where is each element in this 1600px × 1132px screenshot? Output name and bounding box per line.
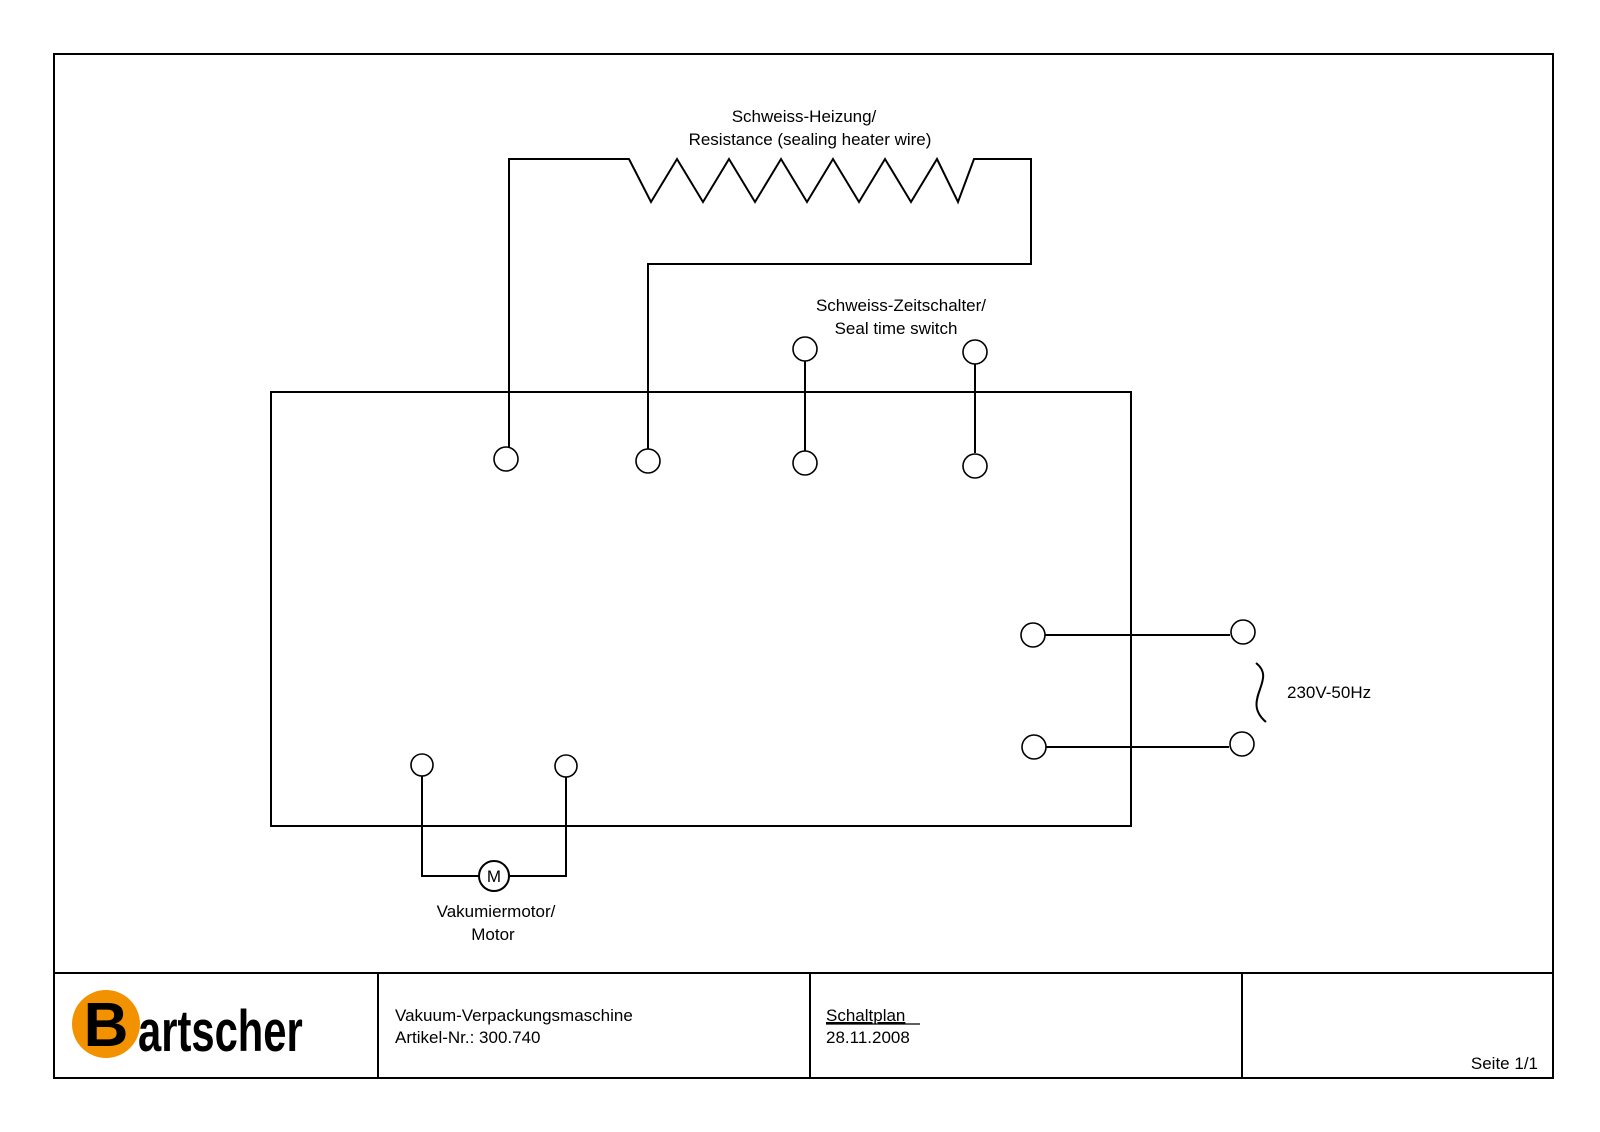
supply-terminal-external-top — [1231, 620, 1255, 644]
supply-label: 230V-50Hz — [1287, 683, 1372, 702]
motor-label-line1: Vakumiermotor/ — [436, 902, 556, 921]
switch-terminal-a-bottom — [793, 451, 817, 475]
control-box — [271, 392, 1131, 826]
terminal-heater-b — [636, 449, 660, 473]
heater-label-line1: Schweiss-Heizung/ — [731, 107, 877, 126]
motor-label-line2: Motor — [471, 925, 515, 944]
switch-label-line2: Seal time switch — [834, 319, 958, 338]
motor-terminal-a — [411, 754, 433, 776]
switch-label-line1: Schweiss-Zeitschalter/ — [815, 296, 987, 315]
motor-symbol-letter: M — [486, 867, 502, 886]
switch-terminal-b-top — [963, 340, 987, 364]
motor-terminal-b — [555, 755, 577, 777]
logo-wordmark: artscher — [138, 998, 303, 1064]
article-number: Artikel-Nr.: 300.740 — [395, 1028, 541, 1047]
terminal-heater-a — [494, 447, 518, 471]
logo-initial: B — [83, 991, 129, 1060]
drawing-frame — [54, 54, 1553, 1078]
bartscher-logo — [72, 990, 303, 1064]
ac-symbol — [1256, 663, 1266, 722]
document-type: Schaltplan — [826, 1006, 906, 1025]
supply-terminal-internal-bottom — [1022, 735, 1046, 759]
supply-terminal-external-bottom — [1230, 732, 1254, 756]
product-name: Vakuum-Verpackungsmaschine — [395, 1006, 633, 1025]
switch-terminal-b-bottom — [963, 454, 987, 478]
document-date: 28.11.2008 — [826, 1028, 910, 1047]
heater-label-line2: Resistance (sealing heater wire) — [688, 130, 932, 149]
supply-terminal-internal-top — [1021, 623, 1045, 647]
page-number: Seite 1/1 — [1470, 1054, 1538, 1073]
switch-terminal-a-top — [793, 337, 817, 361]
